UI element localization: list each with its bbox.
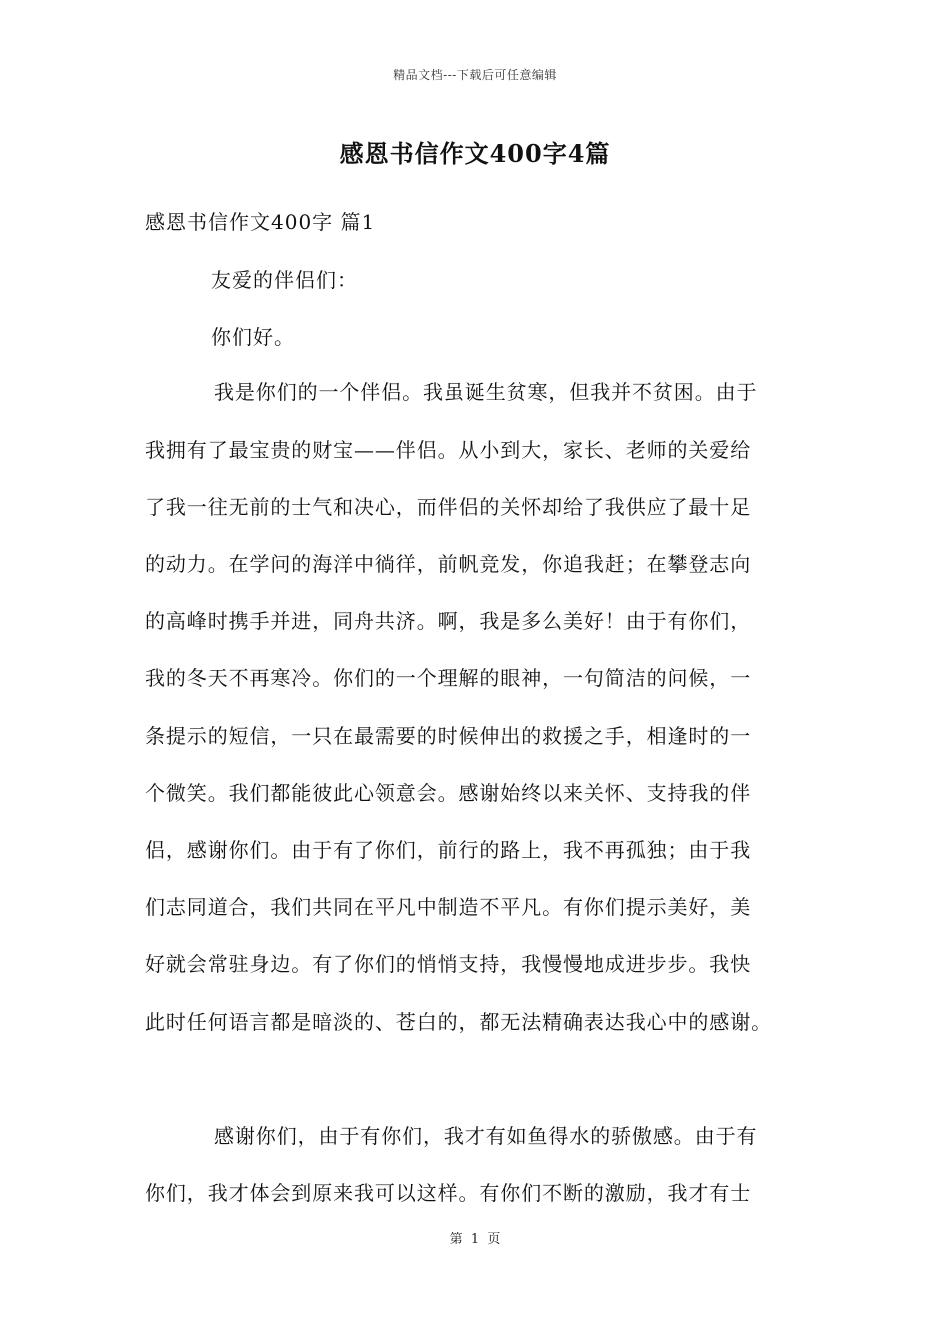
paragraph-line: 侣，感谢你们。由于有了你们，前行的路上，我不再孤独；由于我 (145, 838, 752, 862)
page-footer-prefix: 第 (449, 1232, 463, 1247)
paragraph-line: 我拥有了最宝贵的财宝——伴侣。从小到大，家长、老师的关爱给 (145, 438, 752, 462)
paragraph-line: 此时任何语言都是暗淡的、苍白的，都无法精确表达我心中的感谢。 (145, 1010, 772, 1034)
paragraph-line: 的高峰时携手并进，同舟共济。啊，我是多么美好！由于有你们， (145, 609, 752, 633)
section-heading: 感恩书信作文400字 篇1 (145, 210, 376, 234)
letter-greeting: 你们好。 (211, 325, 295, 349)
document-title: 感恩书信作文400字4篇 (339, 139, 611, 168)
paragraph-line: 我是你们的一个伴侣。我虽诞生贫寒，但我并不贫困。由于 (214, 380, 758, 404)
page-footer (0, 1228, 950, 1247)
paragraph-line: 感谢你们，由于有你们，我才有如鱼得水的骄傲感。由于有 (214, 1124, 758, 1148)
paragraph-line: 个微笑。我们都能彼此心领意会。感谢始终以来关怀、支持我的伴 (145, 781, 752, 805)
paragraph-line: 好就会常驻身边。有了你们的悄悄支持，我慢慢地成进步步。我快 (145, 952, 752, 976)
paragraph-line: 们志同道合，我们共同在平凡中制造不平凡。有你们提示美好，美 (145, 895, 752, 919)
page-footer-suffix: 页 (487, 1232, 501, 1247)
header-note: 精品文档---下载后可任意编辑 (393, 68, 557, 82)
paragraph-line: 了我一往无前的士气和决心，而伴侣的关怀却给了我供应了最十足 (145, 495, 752, 519)
page-number: 1 (470, 1232, 480, 1247)
paragraph-line: 条提示的短信，一只在最需要的时候伸出的救援之手，相逢时的一 (145, 724, 752, 748)
letter-salutation: 友爱的伴侣们： (211, 268, 358, 292)
paragraph-line: 的动力。在学问的海洋中徜徉，前帆竞发，你追我赶；在攀登志向 (145, 552, 752, 576)
paragraph-line: 你们，我才体会到原来我可以这样。有你们不断的激励，我才有士 (145, 1181, 752, 1205)
paragraph-line: 我的冬天不再寒冷。你们的一个理解的眼神，一句简洁的问候，一 (145, 666, 752, 690)
